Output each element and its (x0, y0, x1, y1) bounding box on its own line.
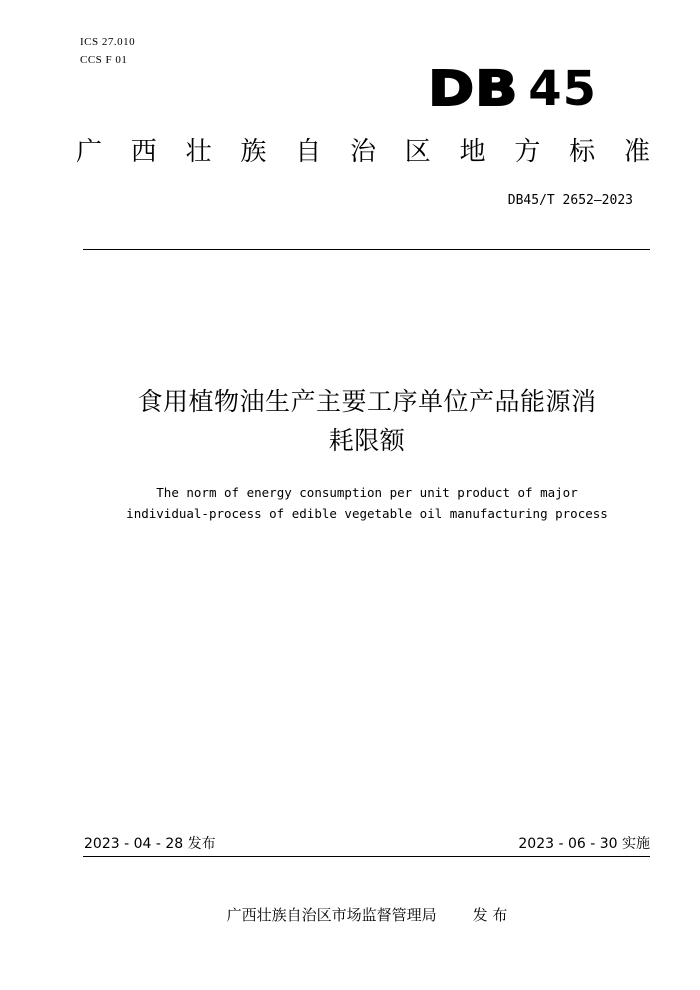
title-en-line-2: individual-process of edible vegetable oil manufacturing process (126, 506, 608, 521)
title-cn-line-1: 食用植物油生产主要工序单位产品能源消 (137, 387, 597, 416)
standard-type-char: 方 (514, 137, 541, 167)
standard-number: DB45/T 2652—2023 (507, 193, 633, 208)
standard-type-char: 标 (569, 137, 596, 167)
standard-type-char: 广 (76, 137, 103, 167)
standard-type-char: 准 (623, 137, 650, 167)
standard-type-char: 地 (459, 137, 486, 167)
issuer-line (0, 904, 700, 926)
ccs-code: CCS F 01 (80, 54, 128, 66)
standard-type-heading (76, 134, 650, 170)
standard-type-char: 壮 (185, 137, 212, 167)
issuer-name: 广西壮族自治区市场监督管理局 (226, 906, 437, 924)
top-divider (83, 249, 650, 250)
standard-type-char: 自 (295, 137, 322, 167)
title-cn-line-2: 耗限额 (328, 426, 406, 455)
ics-code: ICS 27.010 (80, 36, 136, 48)
issue-date: 2023 - 04 - 28 发布 (84, 836, 216, 852)
issuer-action: 发 布 (472, 906, 508, 924)
implementation-date: 2023 - 06 - 30 实施 (518, 836, 650, 852)
db45-logo (428, 61, 597, 117)
standard-type-char: 族 (240, 137, 267, 167)
bottom-divider (83, 856, 650, 857)
standard-type-char: 西 (130, 137, 157, 167)
standard-type-char: 治 (349, 137, 376, 167)
logo-letters: DB (428, 61, 519, 117)
title-en-line-1: The norm of energy consumption per unit product of major (156, 485, 578, 500)
standard-type-char: 区 (404, 137, 431, 167)
logo-number: 45 (528, 61, 597, 117)
